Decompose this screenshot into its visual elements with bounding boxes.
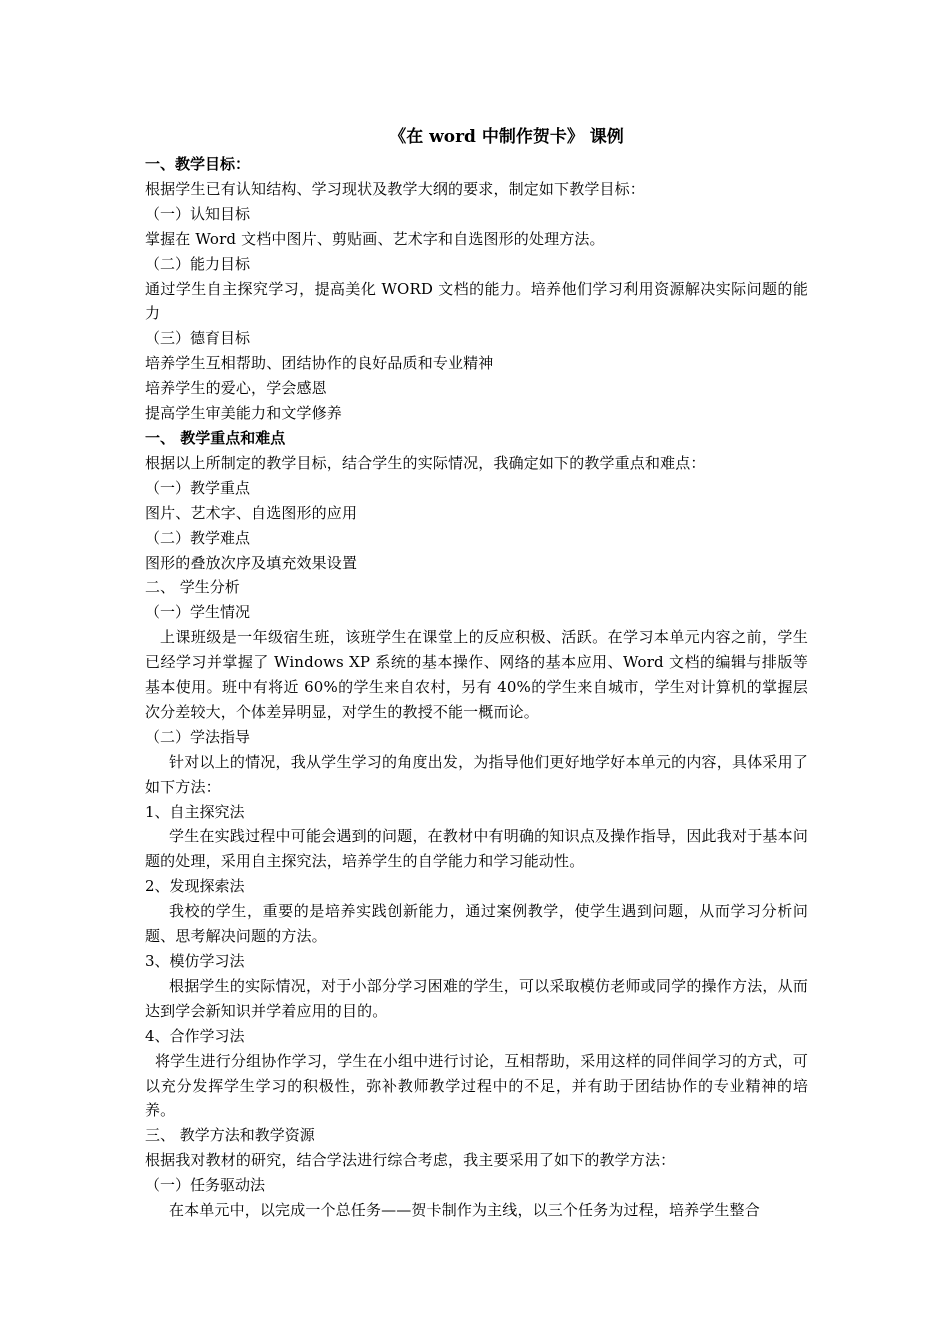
paragraph: 培养学生的爱心，学会感恩 — [145, 379, 327, 398]
paragraph: 培养学生互相帮助、团结协作的良好品质和专业精神 — [145, 354, 494, 373]
paragraph: 根据学生的实际情况，对于小部分学习困难的学生，可以采取模仿老师或同学的操作方法，从而达到学会新知识并学着应用的目的。 — [145, 976, 808, 1020]
paragraph: 根据我对教材的研究，结合学法进行综合考虑，我主要采用了如下的教学方法： — [145, 1151, 676, 1170]
paragraph: 学生在实践过程中可能会遇到的问题，在教材中有明确的知识点及操作指导，因此我对于基本问题的处理，采用自主探究法，培养学生的自学能力和学习能动性。 — [145, 827, 808, 871]
section-heading: 一、教学目标： — [145, 155, 251, 173]
paragraph: 提高学生审美能力和文学修养 — [145, 404, 342, 423]
subheading: （二）学法指导 — [145, 727, 251, 746]
paragraph: 掌握在 Word 文档中图片、剪贴画、艺术字和自选图形的处理方法。 — [145, 229, 605, 248]
document-body — [145, 152, 808, 1223]
subheading: （二）教学难点 — [145, 528, 251, 547]
subheading: 2、发现探索法 — [145, 877, 245, 896]
subheading: （一）学生情况 — [145, 603, 251, 622]
subheading: 1、自主探究法 — [145, 802, 245, 821]
paragraph: 通过学生自主探究学习，提高美化 WORD 文档的能力。培养他们学习利用资源解决实际问题的能力 — [145, 279, 808, 323]
paragraph: 我校的学生，重要的是培养实践创新能力，通过案例教学，使学生遇到问题，从而学习分析问题、思考解决问题的方法。 — [145, 902, 808, 946]
paragraph: 根据以上所制定的教学目标，结合学生的实际情况，我确定如下的教学重点和难点： — [145, 453, 706, 472]
subheading: （一）任务驱动法 — [145, 1176, 266, 1195]
subheading: 3、模仿学习法 — [145, 952, 245, 970]
subheading: 二、 学生分析 — [145, 578, 240, 597]
subheading: 三、 教学方法和教学资源 — [145, 1126, 315, 1145]
document-page — [145, 124, 808, 1223]
subheading: （二）能力目标 — [145, 254, 251, 273]
paragraph: 图形的叠放次序及填充效果设置 — [145, 553, 358, 572]
paragraph: 将学生进行分组协作学习，学生在小组中进行讨论，互相帮助，采用这样的同伴间学习的方式，可以充分发挥学生学习的积极性，弥补教师教学过程中的不足，并有助于团结协作的专业精神的培养。 — [145, 1051, 808, 1120]
paragraph: 在本单元中，以完成一个总任务——贺卡制作为主线，以三个任务为过程，培养学生整合 — [169, 1201, 760, 1220]
paragraph: 针对以上的情况，我从学生学习的角度出发，为指导他们更好地学好本单元的内容，具体采用了如下方法： — [145, 752, 808, 796]
subheading: （一）教学重点 — [145, 478, 251, 497]
paragraph: 上课班级是一年级宿生班，该班学生在课堂上的反应积极、活跃。在学习本单元内容之前，学生已经学习并掌握了 Windows XP 系统的基本操作、网络的基本应用、Word 文档的编辑与排版等基本使用。班中有将近 60%的学生来自农村，另有 40%的学生来自城市，学生对计算机的掌握层次分差较大，个体差异明显，对学生的教授不能一概而论。 — [145, 628, 808, 721]
section-heading: 一、 教学重点和难点 — [145, 428, 286, 447]
paragraph: 根据学生已有认知结构、学习现状及教学大纲的要求，制定如下教学目标： — [145, 179, 645, 198]
subheading: 4、合作学习法 — [145, 1026, 245, 1045]
subheading: （三）德育目标 — [145, 329, 251, 348]
paragraph: 图片、艺术字、自选图形的应用 — [145, 503, 358, 522]
subheading: （一）认知目标 — [145, 204, 251, 223]
document-title: 《在 word 中制作贺卡》 课例 — [389, 127, 624, 147]
